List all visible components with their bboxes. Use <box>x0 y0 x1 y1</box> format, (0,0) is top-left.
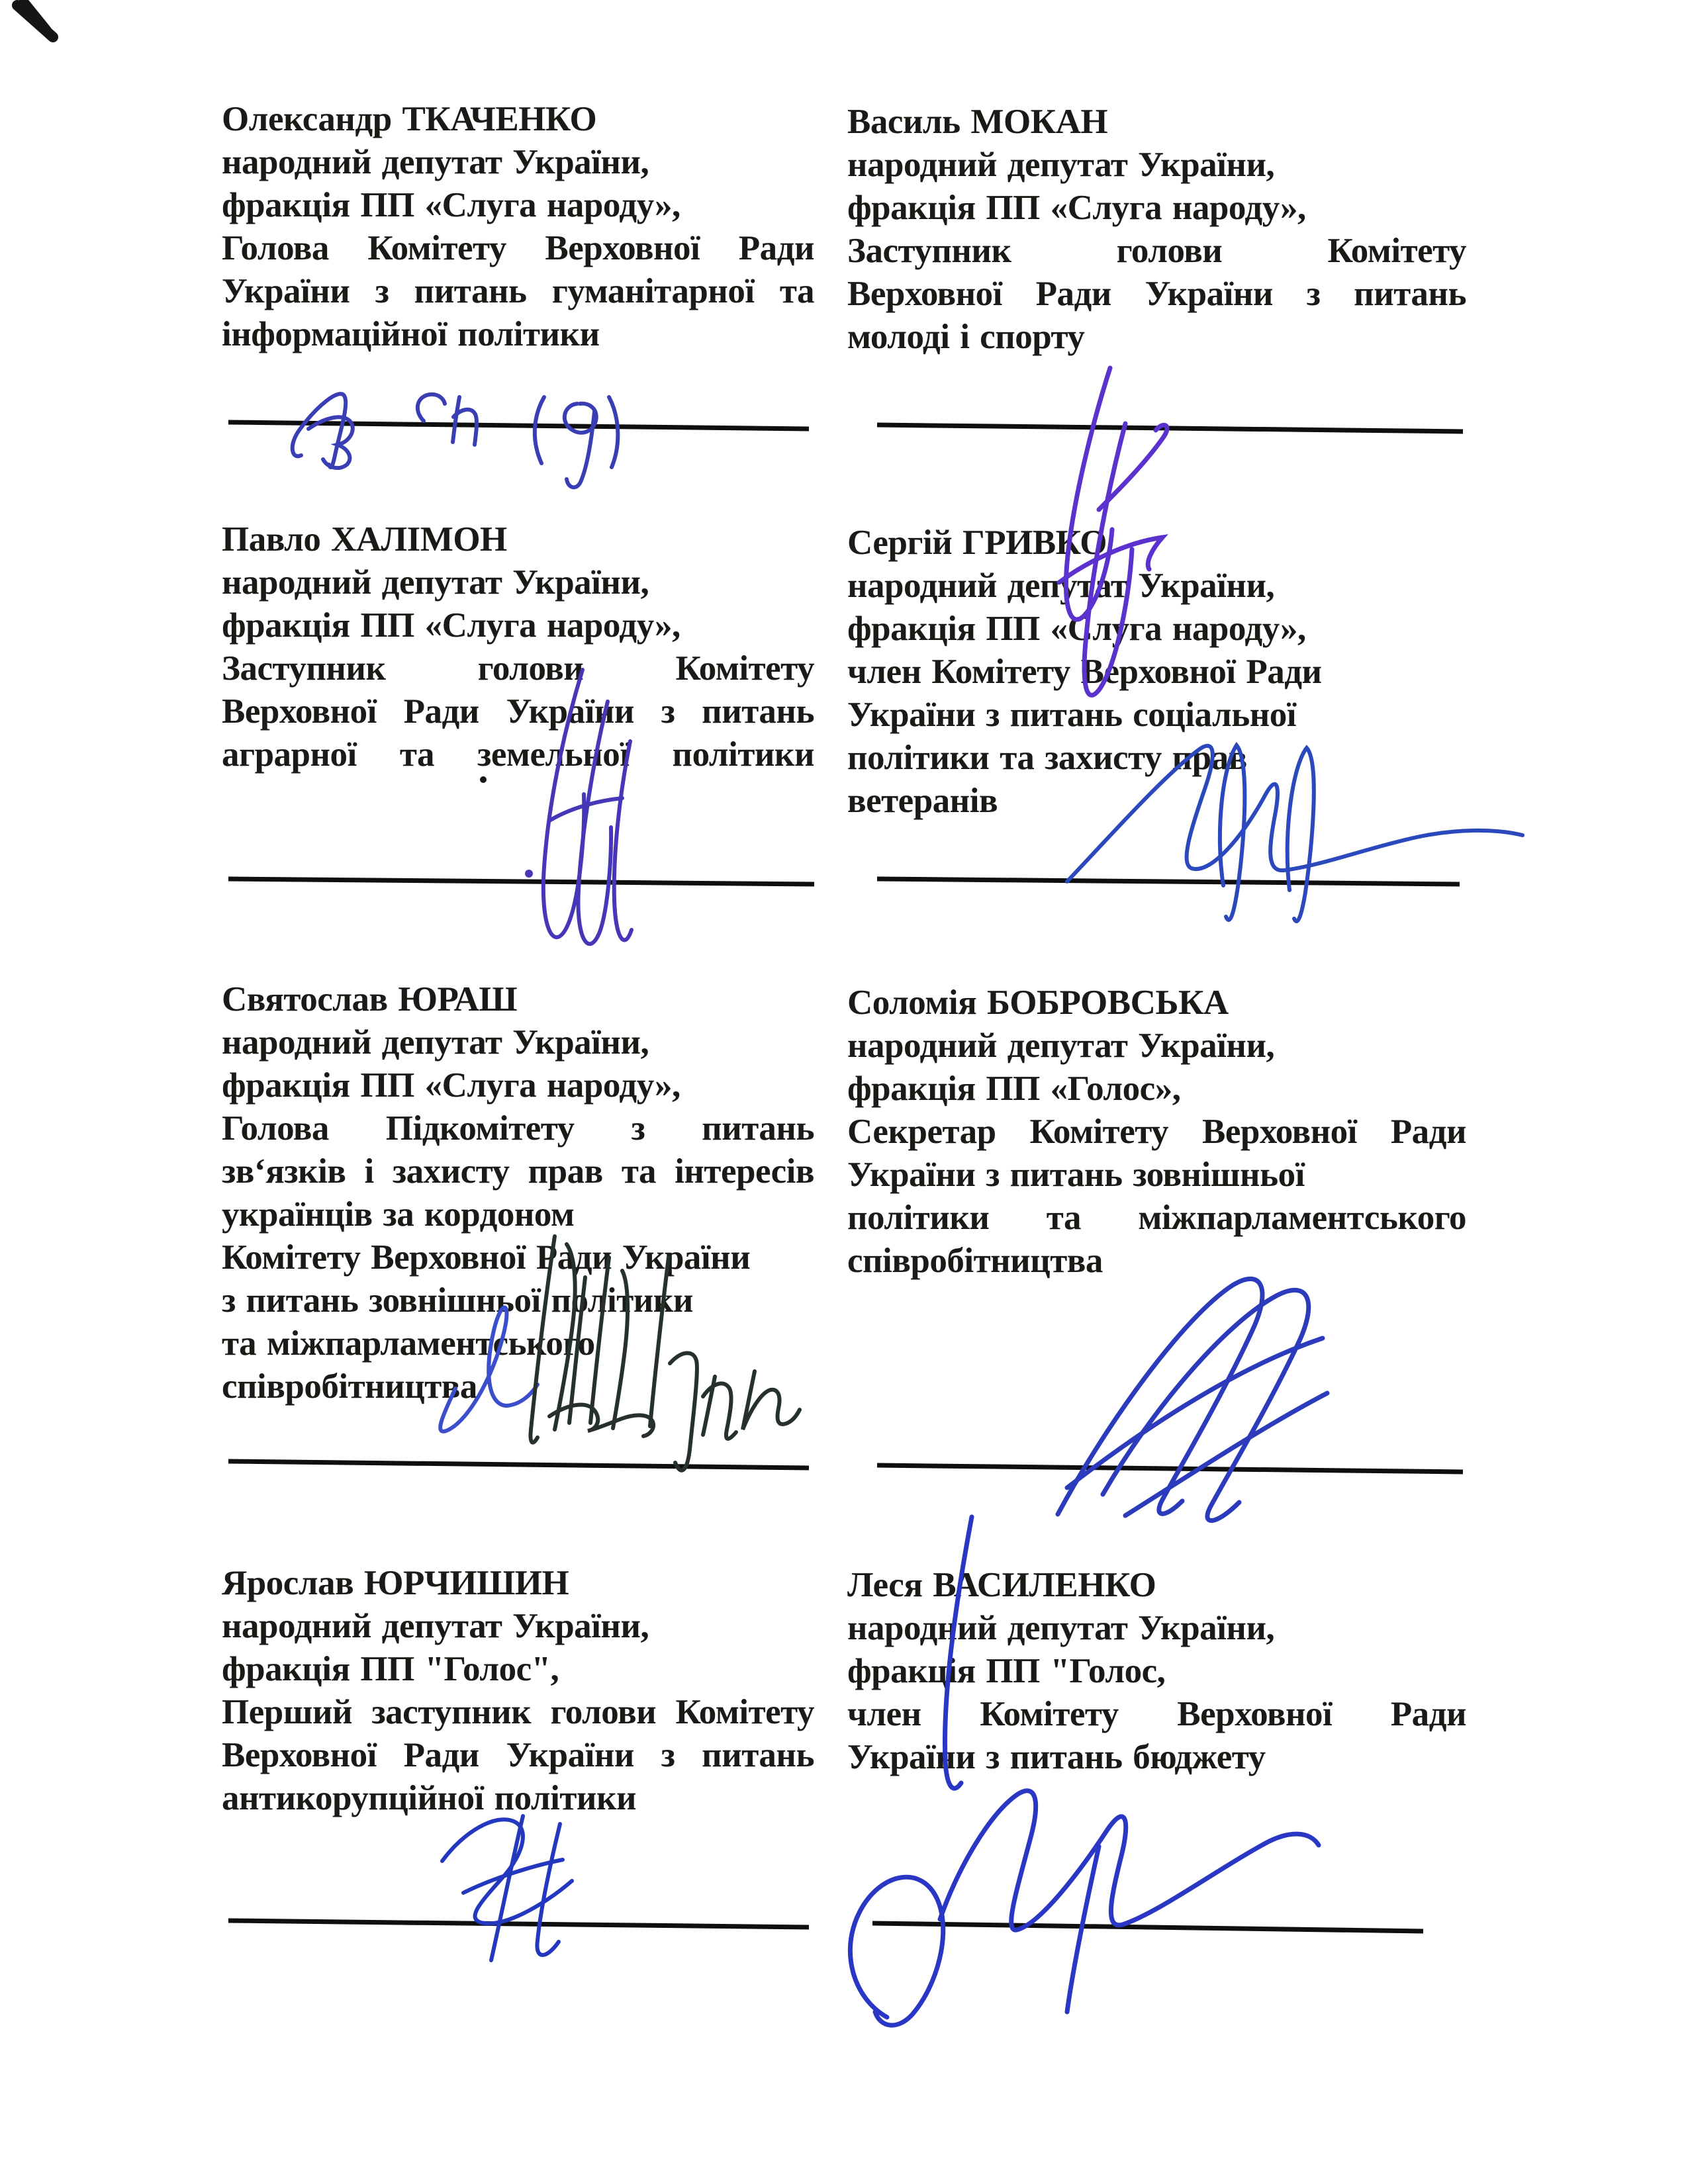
signature-rule <box>228 1921 809 1927</box>
signer-title-line: народний депутат України, <box>847 567 1275 605</box>
signer-title-line: народний депутат України, <box>222 1023 649 1062</box>
signer-title-line: фракція ПП «Слуга народу», <box>222 1066 680 1105</box>
signer-title-line: Секретар Комітету Верховної Ради <box>847 1113 1466 1151</box>
signer-title-line: член Комітету Верховної Ради <box>847 653 1322 691</box>
signer-title-line: член Комітету Верховної Ради <box>847 1695 1466 1733</box>
signer-name: Соломія БОБРОВСЬКА <box>847 983 1229 1022</box>
signer-title-line: Голова Підкомітету з питань <box>222 1109 814 1148</box>
signer-title-line: зв‘язків і захисту прав та інтересів <box>222 1152 814 1191</box>
signer-title-line: України з питань соціальної <box>847 696 1297 734</box>
signer-title-line: України з питань гуманітарної та <box>222 272 814 310</box>
signer-title-line: фракція ПП «Слуга народу», <box>222 606 680 645</box>
signer-name: Павло ХАЛІМОН <box>222 520 507 559</box>
signer-block-bobrovska <box>847 981 1466 1283</box>
signer-name: Василь МОКАН <box>847 103 1108 141</box>
signer-title-line: молоді і спорту <box>847 318 1085 356</box>
signer-title-line: Верховної Ради України з питань <box>222 1736 814 1774</box>
signer-title-line: фракція ПП «Слуга народу», <box>847 610 1306 648</box>
signer-title-line: України з питань зовнішньої <box>847 1156 1305 1194</box>
signer-block-hryvko <box>847 522 1466 823</box>
signer-title-line: народний депутат України, <box>222 143 649 181</box>
signer-title-line: народний депутат України, <box>222 563 649 602</box>
signer-title-line: аграрної та земельної політики <box>222 735 814 774</box>
signer-title-line: фракція ПП «Голос», <box>847 1069 1181 1108</box>
signature-rule <box>228 879 814 884</box>
signer-title-line: України з питань бюджету <box>847 1738 1266 1776</box>
signature-rule <box>228 422 809 429</box>
signer-title-line: фракція ПП «Слуга народу», <box>847 189 1306 227</box>
signer-title-line: Перший заступник голови Комітету <box>222 1693 814 1731</box>
signer-block-mokan <box>847 101 1466 359</box>
signer-block-khalimon <box>222 518 814 776</box>
signer-block-tkachenko <box>222 98 814 356</box>
signature-rule <box>877 1465 1463 1472</box>
signer-title-line: ветеранів <box>847 782 998 820</box>
signature-rule <box>228 1461 809 1468</box>
signer-name: Ярослав ЮРЧИШИН <box>222 1564 569 1602</box>
signer-title-line: політики та міжпарламентського <box>847 1199 1466 1237</box>
signer-title-line: Заступник голови Комітету <box>222 649 814 688</box>
signer-title-line: інформаційної політики <box>222 315 600 353</box>
signature-rule <box>872 1923 1423 1931</box>
signature-rule <box>877 425 1463 432</box>
signer-title-line: співробітництва <box>847 1242 1103 1280</box>
signature-bobrovska <box>1058 1279 1327 1520</box>
signer-title-line: Верховної Ради України з питань <box>222 692 814 731</box>
signer-name: Святослав ЮРАШ <box>222 980 518 1019</box>
signer-block-vasylenko <box>847 1564 1466 1779</box>
signer-block-yurchyshyn <box>222 1562 814 1820</box>
signer-title-line: та міжпарламентського <box>222 1324 595 1363</box>
signer-title-line: Комітету Верховної Ради України <box>222 1238 751 1277</box>
signer-title-line: політики та захисту прав <box>847 739 1247 777</box>
signature-tkachenko <box>293 394 618 487</box>
ink-dot <box>480 776 487 783</box>
signer-title-line: українців за кордоном <box>222 1195 575 1234</box>
signer-title-line: з питань зовнішньої політики <box>222 1281 693 1320</box>
signature-yurchyshyn <box>442 1816 572 1960</box>
signer-title-line: народний депутат України, <box>847 1026 1275 1065</box>
signer-title-line: фракція ПП "Голос", <box>222 1650 559 1688</box>
scan-corner-mark <box>17 3 53 37</box>
signer-name: Олександр ТКАЧЕНКО <box>222 100 597 138</box>
signer-title-line: співробітництва <box>222 1367 477 1406</box>
signer-title-line: Заступник голови Комітету <box>847 232 1466 270</box>
signer-title-line: народний депутат України, <box>847 146 1275 184</box>
signer-title-line: фракція ПП "Голос, <box>847 1652 1166 1690</box>
signer-title-line: Голова Комітету Верховної Ради <box>222 229 814 267</box>
signer-name: Леся ВАСИЛЕНКО <box>847 1566 1156 1604</box>
signer-title-line: фракція ПП «Слуга народу», <box>222 186 680 224</box>
signer-title-line: народний депутат України, <box>222 1607 649 1645</box>
signer-title-line: антикорупційної політики <box>222 1779 637 1817</box>
signer-title-line: Верховної Ради України з питань <box>847 275 1466 313</box>
signer-name: Сергій ГРИВКО <box>847 523 1107 562</box>
signature-rule <box>877 879 1460 884</box>
signer-title-line: народний депутат України, <box>847 1609 1275 1647</box>
signer-block-yurash <box>222 978 814 1408</box>
